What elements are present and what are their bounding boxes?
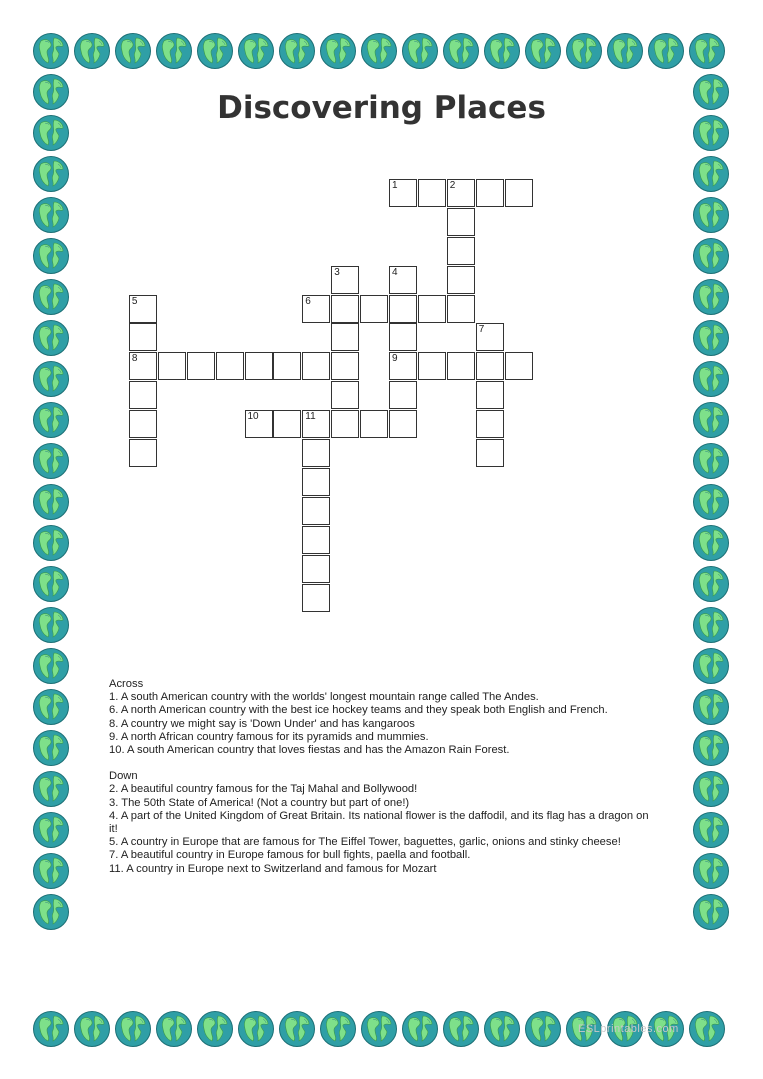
- crossword-cell[interactable]: [389, 352, 417, 380]
- crossword-cell[interactable]: [418, 179, 446, 207]
- clue-number: 4: [392, 266, 398, 278]
- crossword-cell[interactable]: [331, 266, 359, 294]
- globe-icon: [692, 360, 730, 398]
- crossword-cell[interactable]: [331, 381, 359, 409]
- globe-icon: [692, 565, 730, 603]
- crossword-cell[interactable]: [129, 439, 157, 467]
- crossword-cell[interactable]: [302, 526, 330, 554]
- globe-icon: [32, 893, 70, 931]
- crossword-cell[interactable]: [418, 295, 446, 323]
- clue-item: 4. A part of the United Kingdom of Great Britain. Its national flower is the daffodil, and its flag has a dragon on it!: [109, 809, 652, 836]
- globe-icon: [32, 196, 70, 234]
- clue-number: 1: [392, 179, 398, 191]
- across-clue-list: [109, 691, 649, 757]
- globe-icon: [32, 401, 70, 439]
- globe-icon: [32, 278, 70, 316]
- crossword-cell[interactable]: [129, 323, 157, 351]
- globe-icon: [688, 1010, 726, 1048]
- crossword-cell[interactable]: [505, 179, 533, 207]
- crossword-cell[interactable]: [331, 295, 359, 323]
- crossword-cell[interactable]: [129, 352, 157, 380]
- globe-icon: [565, 32, 603, 70]
- clue-number: 5: [131, 295, 138, 307]
- clue-number: 10: [247, 411, 259, 423]
- globe-icon: [401, 32, 439, 70]
- crossword-cell[interactable]: [447, 208, 475, 236]
- crossword-cell[interactable]: [476, 381, 504, 409]
- crossword-cell[interactable]: [302, 439, 330, 467]
- globe-icon: [692, 442, 730, 480]
- clue-item: 3. The 50th State of America! (Not a country but part of one!): [109, 796, 410, 809]
- globe-icon: [360, 32, 398, 70]
- clue-item: 11. A country in Europe next to Switzerland and famous for Mozart: [109, 862, 437, 875]
- clue-item: 5. A country in Europe that are famous for The Eiffel Tower, baguettes, garlic, onions and stinky cheese!: [109, 836, 621, 849]
- crossword-cell[interactable]: [273, 352, 301, 380]
- crossword-cell[interactable]: [302, 584, 330, 612]
- globe-icon: [442, 32, 480, 70]
- crossword-cell[interactable]: [389, 381, 417, 409]
- crossword-cell[interactable]: [360, 410, 388, 438]
- globe-icon: [524, 32, 562, 70]
- crossword-cell[interactable]: [245, 352, 273, 380]
- globe-icon: [32, 442, 70, 480]
- globe-icon: [692, 647, 730, 685]
- clue-number: 3: [334, 266, 340, 278]
- globe-icon: [32, 852, 70, 890]
- clue-item: 8. A country we might say is 'Down Under' and has kangaroos: [109, 717, 415, 730]
- crossword-cell[interactable]: [389, 323, 417, 351]
- across-heading: Across: [109, 678, 144, 690]
- watermark: ESLprintables.com: [578, 1023, 679, 1035]
- clue-number: 7: [478, 324, 485, 336]
- globe-icon: [32, 483, 70, 521]
- down-clue-list: [109, 783, 652, 875]
- crossword-cell[interactable]: [505, 352, 533, 380]
- globe-icon: [319, 32, 357, 70]
- globe-icon: [692, 729, 730, 767]
- clue-item: 1. A south American country with the worlds' longest mountain range called The Andes.: [109, 691, 539, 704]
- crossword-cell[interactable]: [476, 352, 504, 380]
- globe-icon: [606, 32, 644, 70]
- crossword-cell[interactable]: [389, 410, 417, 438]
- globe-icon: [196, 32, 234, 70]
- clue-item: 6. A north American country with the best ice hockey teams and they speak both English and French.: [109, 704, 608, 717]
- globe-icon: [32, 319, 70, 357]
- crossword-cell[interactable]: [129, 295, 157, 323]
- clue-item: 7. A beautiful country in Europe famous for bull fights, paella and football.: [109, 849, 471, 862]
- globe-icon: [32, 524, 70, 562]
- clue-item: 10. A south American country that loves fiestas and has the Amazon Rain Forest.: [109, 744, 510, 757]
- globe-icon: [32, 565, 70, 603]
- globe-icon: [237, 1010, 275, 1048]
- globe-icon: [692, 483, 730, 521]
- globe-icon: [692, 852, 730, 890]
- crossword-cell[interactable]: [302, 410, 330, 438]
- crossword-cell[interactable]: [187, 352, 215, 380]
- down-heading: Down: [109, 770, 138, 783]
- globe-icon: [483, 1010, 521, 1048]
- crossword-cell[interactable]: [447, 295, 475, 323]
- clue-number: 8: [131, 353, 138, 365]
- crossword-cell[interactable]: [302, 497, 330, 525]
- crossword-cell[interactable]: [245, 410, 273, 438]
- globe-icon: [196, 1010, 234, 1048]
- clue-number: 2: [449, 179, 456, 191]
- globe-icon: [692, 237, 730, 275]
- globe-icon: [401, 1010, 439, 1048]
- crossword-cell[interactable]: [129, 410, 157, 438]
- globe-icon: [114, 1010, 152, 1048]
- globe-icon: [73, 1010, 111, 1048]
- globe-icon: [692, 688, 730, 726]
- crossword-cell[interactable]: [389, 295, 417, 323]
- crossword-cell[interactable]: [389, 266, 417, 294]
- globe-icon: [32, 606, 70, 644]
- crossword-cell[interactable]: [447, 237, 475, 265]
- clue-number: 6: [305, 295, 311, 307]
- crossword-cell[interactable]: [447, 179, 475, 207]
- globe-icon: [114, 32, 152, 70]
- globe-icon: [32, 237, 70, 275]
- clue-item: 9. A north African country famous for its pyramids and mummies.: [109, 730, 429, 743]
- globe-icon: [647, 32, 685, 70]
- clues-section: [109, 678, 652, 876]
- crossword-cell[interactable]: [476, 410, 504, 438]
- crossword-cell[interactable]: [331, 410, 359, 438]
- globe-icon: [692, 196, 730, 234]
- globe-icon: [32, 647, 70, 685]
- crossword-cell[interactable]: [331, 352, 359, 380]
- globe-icon: [688, 32, 726, 70]
- globe-icon: [319, 1010, 357, 1048]
- globe-icon: [692, 811, 730, 849]
- globe-icon: [237, 32, 275, 70]
- crossword-cell[interactable]: [476, 179, 504, 207]
- globe-icon: [692, 155, 730, 193]
- globe-icon: [32, 811, 70, 849]
- globe-icon: [692, 278, 730, 316]
- globe-icon: [442, 1010, 480, 1048]
- crossword-cell[interactable]: [360, 295, 388, 323]
- globe-icon: [73, 32, 111, 70]
- crossword-cell[interactable]: [447, 266, 475, 294]
- clue-number: 9: [392, 353, 398, 365]
- globe-icon: [692, 319, 730, 357]
- crossword-cell[interactable]: [418, 352, 446, 380]
- crossword-cell[interactable]: [302, 295, 330, 323]
- globe-icon: [692, 401, 730, 439]
- crossword-cell[interactable]: [302, 555, 330, 583]
- globe-icon: [483, 32, 521, 70]
- crossword-cell[interactable]: [158, 352, 186, 380]
- clue-item: 2. A beautiful country famous for the Taj Mahal and Bollywood!: [109, 783, 418, 796]
- globe-icon: [32, 770, 70, 808]
- globe-icon: [32, 1010, 70, 1048]
- globe-icon: [32, 32, 70, 70]
- globe-icon: [692, 524, 730, 562]
- globe-icon: [155, 32, 193, 70]
- globe-icon: [692, 606, 730, 644]
- globe-icon: [360, 1010, 398, 1048]
- page-title: Discovering Places: [217, 90, 546, 126]
- crossword-cell[interactable]: [216, 352, 244, 380]
- globe-icon: [32, 360, 70, 398]
- crossword-cell[interactable]: [331, 323, 359, 351]
- crossword-cell[interactable]: [476, 439, 504, 467]
- crossword-cell[interactable]: [302, 468, 330, 496]
- globe-icon: [32, 729, 70, 767]
- crossword-cell[interactable]: [447, 352, 475, 380]
- crossword-cell[interactable]: [389, 179, 417, 207]
- globe-icon: [278, 32, 316, 70]
- spacer: [109, 757, 649, 770]
- globe-icon: [32, 688, 70, 726]
- globe-icon: [278, 1010, 316, 1048]
- crossword-cell[interactable]: [273, 410, 301, 438]
- crossword-cell[interactable]: [302, 352, 330, 380]
- globe-icon: [692, 770, 730, 808]
- globe-icon: [692, 893, 730, 931]
- clue-number: 11: [305, 411, 316, 423]
- crossword-cell[interactable]: [476, 323, 504, 351]
- globe-icon: [32, 155, 70, 193]
- globe-icon: [155, 1010, 193, 1048]
- crossword-cell[interactable]: [129, 381, 157, 409]
- globe-icon: [524, 1010, 562, 1048]
